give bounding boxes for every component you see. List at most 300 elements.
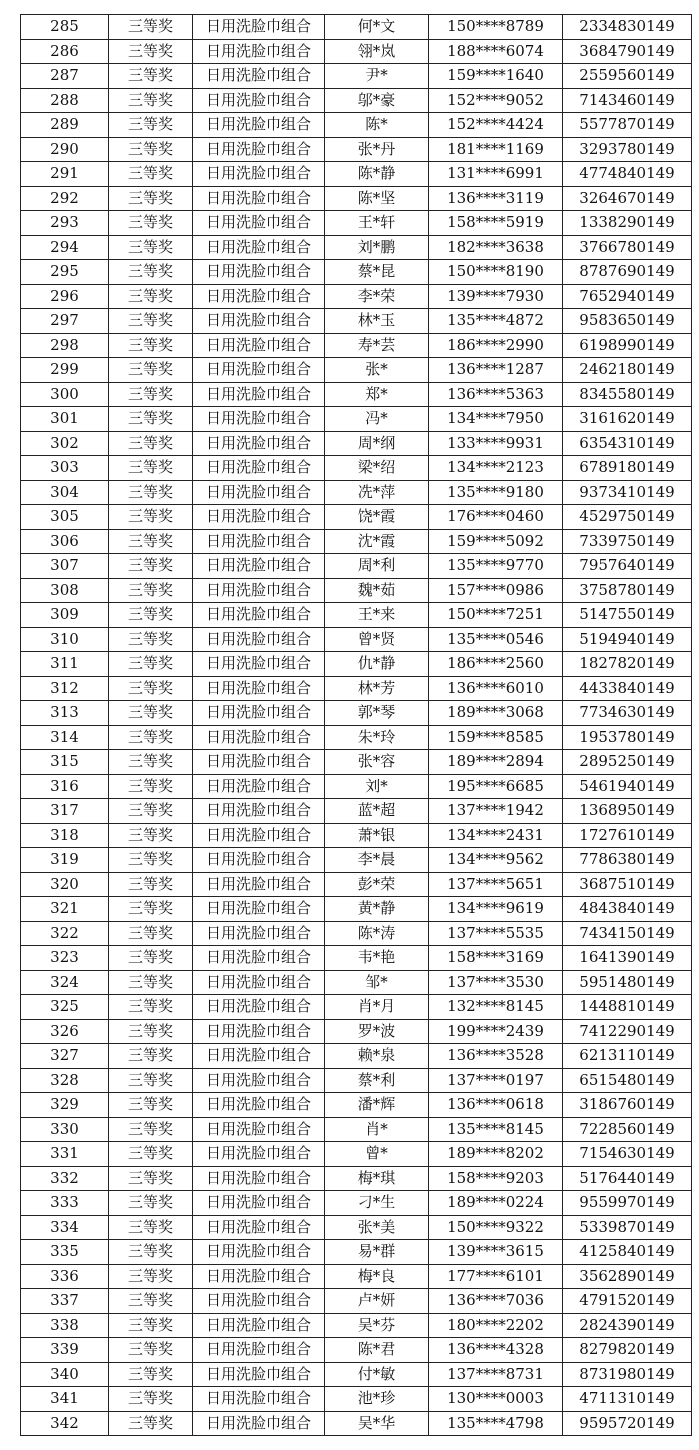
table-row [21,1240,692,1265]
order-id-cell: 8787690149 [563,260,692,285]
row-number-cell: 329 [21,1093,109,1118]
prize-level-cell: 三等奖 [109,113,193,138]
order-id-cell: 1368950149 [563,799,692,824]
table-row [21,701,692,726]
row-number-cell: 287 [21,64,109,89]
table-row [21,15,692,40]
prize-name-cell: 日用洗脸巾组合 [193,1387,325,1412]
table-row [21,750,692,775]
prize-name-cell: 日用洗脸巾组合 [193,774,325,799]
prize-name-cell: 日用洗脸巾组合 [193,309,325,334]
row-number-cell: 305 [21,505,109,530]
order-id-cell: 5577870149 [563,113,692,138]
prize-level-cell: 三等奖 [109,88,193,113]
prize-name-cell: 日用洗脸巾组合 [193,1240,325,1265]
prize-level-cell: 三等奖 [109,897,193,922]
table-row [21,309,692,334]
prize-name-cell: 日用洗脸巾组合 [193,39,325,64]
winner-name-cell: 吴*华 [325,1411,429,1436]
prize-name-cell: 日用洗脸巾组合 [193,1289,325,1314]
phone-cell: 159****8585 [429,725,563,750]
phone-cell: 136****7036 [429,1289,563,1314]
row-number-cell: 323 [21,946,109,971]
row-number-cell: 325 [21,995,109,1020]
winner-name-cell: 陈*涛 [325,921,429,946]
prize-name-cell: 日用洗脸巾组合 [193,1019,325,1044]
prize-level-cell: 三等奖 [109,1019,193,1044]
prize-level-cell: 三等奖 [109,1044,193,1069]
winner-name-cell: 王*来 [325,603,429,628]
prize-name-cell: 日用洗脸巾组合 [193,1044,325,1069]
winner-name-cell: 陈* [325,113,429,138]
table-row [21,1068,692,1093]
order-id-cell: 1448810149 [563,995,692,1020]
phone-cell: 137****0197 [429,1068,563,1093]
table-row [21,260,692,285]
row-number-cell: 322 [21,921,109,946]
winner-name-cell: 曾*贤 [325,627,429,652]
row-number-cell: 332 [21,1166,109,1191]
prize-level-cell: 三等奖 [109,407,193,432]
prize-name-cell: 日用洗脸巾组合 [193,505,325,530]
phone-cell: 130****0003 [429,1387,563,1412]
row-number-cell: 331 [21,1142,109,1167]
row-number-cell: 302 [21,431,109,456]
winner-name-cell: 周*利 [325,554,429,579]
order-id-cell: 7734630149 [563,701,692,726]
prize-level-cell: 三等奖 [109,1166,193,1191]
phone-cell: 134****9619 [429,897,563,922]
table-row [21,88,692,113]
prize-name-cell: 日用洗脸巾组合 [193,64,325,89]
phone-cell: 199****2439 [429,1019,563,1044]
table-row [21,1362,692,1387]
table-row [21,1093,692,1118]
table-row [21,235,692,260]
row-number-cell: 314 [21,725,109,750]
order-id-cell: 3161620149 [563,407,692,432]
prize-level-cell: 三等奖 [109,725,193,750]
table-row [21,970,692,995]
prize-name-cell: 日用洗脸巾组合 [193,1191,325,1216]
phone-cell: 132****8145 [429,995,563,1020]
row-number-cell: 297 [21,309,109,334]
prize-level-cell: 三等奖 [109,137,193,162]
prize-level-cell: 三等奖 [109,872,193,897]
table-row [21,480,692,505]
phone-cell: 181****1169 [429,137,563,162]
row-number-cell: 289 [21,113,109,138]
row-number-cell: 342 [21,1411,109,1436]
row-number-cell: 327 [21,1044,109,1069]
phone-cell: 131****6991 [429,162,563,187]
phone-cell: 158****3169 [429,946,563,971]
order-id-cell: 1727610149 [563,823,692,848]
table-row [21,897,692,922]
order-id-cell: 1953780149 [563,725,692,750]
row-number-cell: 340 [21,1362,109,1387]
prize-name-cell: 日用洗脸巾组合 [193,137,325,162]
prize-name-cell: 日用洗脸巾组合 [193,1166,325,1191]
prize-name-cell: 日用洗脸巾组合 [193,554,325,579]
winner-name-cell: 陈*静 [325,162,429,187]
prize-level-cell: 三等奖 [109,431,193,456]
row-number-cell: 294 [21,235,109,260]
order-id-cell: 4711310149 [563,1387,692,1412]
phone-cell: 135****4798 [429,1411,563,1436]
phone-cell: 195****6685 [429,774,563,799]
order-id-cell: 4774840149 [563,162,692,187]
row-number-cell: 295 [21,260,109,285]
prize-name-cell: 日用洗脸巾组合 [193,652,325,677]
prize-name-cell: 日用洗脸巾组合 [193,260,325,285]
row-number-cell: 319 [21,848,109,873]
prize-level-cell: 三等奖 [109,848,193,873]
table-row [21,162,692,187]
phone-cell: 186****2990 [429,333,563,358]
phone-cell: 182****3638 [429,235,563,260]
table-row [21,1313,692,1338]
order-id-cell: 5339870149 [563,1215,692,1240]
prize-name-cell: 日用洗脸巾组合 [193,333,325,358]
prize-name-cell: 日用洗脸巾组合 [193,701,325,726]
phone-cell: 150****9322 [429,1215,563,1240]
phone-cell: 136****4328 [429,1338,563,1363]
order-id-cell: 4843840149 [563,897,692,922]
winner-name-cell: 张* [325,358,429,383]
order-id-cell: 6213110149 [563,1044,692,1069]
phone-cell: 180****2202 [429,1313,563,1338]
phone-cell: 159****5092 [429,529,563,554]
order-id-cell: 2334830149 [563,15,692,40]
phone-cell: 176****0460 [429,505,563,530]
prize-level-cell: 三等奖 [109,627,193,652]
prize-name-cell: 日用洗脸巾组合 [193,823,325,848]
prize-name-cell: 日用洗脸巾组合 [193,480,325,505]
order-id-cell: 7434150149 [563,921,692,946]
phone-cell: 139****3615 [429,1240,563,1265]
table-row [21,1019,692,1044]
phone-cell: 135****9180 [429,480,563,505]
prize-level-cell: 三等奖 [109,970,193,995]
prize-name-cell: 日用洗脸巾组合 [193,603,325,628]
row-number-cell: 310 [21,627,109,652]
winner-name-cell: 沈*霞 [325,529,429,554]
prize-level-cell: 三等奖 [109,1142,193,1167]
phone-cell: 137****1942 [429,799,563,824]
prize-name-cell: 日用洗脸巾组合 [193,1142,325,1167]
prize-level-cell: 三等奖 [109,260,193,285]
prize-name-cell: 日用洗脸巾组合 [193,113,325,138]
order-id-cell: 8279820149 [563,1338,692,1363]
prize-level-cell: 三等奖 [109,382,193,407]
prize-level-cell: 三等奖 [109,750,193,775]
table-row [21,848,692,873]
table-row [21,186,692,211]
order-id-cell: 9373410149 [563,480,692,505]
table-row [21,1044,692,1069]
row-number-cell: 338 [21,1313,109,1338]
order-id-cell: 6515480149 [563,1068,692,1093]
prize-level-cell: 三等奖 [109,603,193,628]
winner-name-cell: 李*荣 [325,284,429,309]
prize-level-cell: 三等奖 [109,823,193,848]
order-id-cell: 6354310149 [563,431,692,456]
row-number-cell: 333 [21,1191,109,1216]
winner-name-cell: 赖*泉 [325,1044,429,1069]
winner-name-cell: 饶*霞 [325,505,429,530]
row-number-cell: 307 [21,554,109,579]
row-number-cell: 306 [21,529,109,554]
row-number-cell: 312 [21,676,109,701]
table-row [21,1142,692,1167]
row-number-cell: 288 [21,88,109,113]
winner-name-cell: 郑* [325,382,429,407]
row-number-cell: 336 [21,1264,109,1289]
order-id-cell: 5147550149 [563,603,692,628]
winner-name-cell: 冼*萍 [325,480,429,505]
phone-cell: 134****2431 [429,823,563,848]
prize-name-cell: 日用洗脸巾组合 [193,88,325,113]
winner-name-cell: 黄*静 [325,897,429,922]
prize-name-cell: 日用洗脸巾组合 [193,848,325,873]
order-id-cell: 8731980149 [563,1362,692,1387]
table-row [21,1338,692,1363]
prize-level-cell: 三等奖 [109,946,193,971]
table-row [21,431,692,456]
winner-name-cell: 卢*妍 [325,1289,429,1314]
order-id-cell: 2462180149 [563,358,692,383]
row-number-cell: 309 [21,603,109,628]
prize-level-cell: 三等奖 [109,1093,193,1118]
phone-cell: 137****5651 [429,872,563,897]
prize-level-cell: 三等奖 [109,1289,193,1314]
prize-name-cell: 日用洗脸巾组合 [193,235,325,260]
order-id-cell: 1338290149 [563,211,692,236]
row-number-cell: 320 [21,872,109,897]
order-id-cell: 1827820149 [563,652,692,677]
winner-name-cell: 尹* [325,64,429,89]
prize-level-cell: 三等奖 [109,676,193,701]
winner-name-cell: 蔡*昆 [325,260,429,285]
table-row [21,995,692,1020]
phone-cell: 135****4872 [429,309,563,334]
prize-name-cell: 日用洗脸巾组合 [193,725,325,750]
winners-table [20,14,692,1436]
row-number-cell: 335 [21,1240,109,1265]
winner-name-cell: 翎*岚 [325,39,429,64]
prize-name-cell: 日用洗脸巾组合 [193,211,325,236]
table-row [21,1289,692,1314]
row-number-cell: 334 [21,1215,109,1240]
phone-cell: 158****9203 [429,1166,563,1191]
order-id-cell: 2559560149 [563,64,692,89]
winner-name-cell: 吴*芬 [325,1313,429,1338]
winner-name-cell: 郭*琴 [325,701,429,726]
prize-name-cell: 日用洗脸巾组合 [193,676,325,701]
prize-level-cell: 三等奖 [109,774,193,799]
winner-name-cell: 曾* [325,1142,429,1167]
phone-cell: 136****3528 [429,1044,563,1069]
order-id-cell: 4125840149 [563,1240,692,1265]
prize-level-cell: 三等奖 [109,1411,193,1436]
winner-name-cell: 付*敏 [325,1362,429,1387]
prize-level-cell: 三等奖 [109,1338,193,1363]
phone-cell: 152****9052 [429,88,563,113]
phone-cell: 139****7930 [429,284,563,309]
prize-level-cell: 三等奖 [109,1191,193,1216]
table-row [21,358,692,383]
winner-name-cell: 李*晨 [325,848,429,873]
row-number-cell: 293 [21,211,109,236]
phone-cell: 189****3068 [429,701,563,726]
row-number-cell: 339 [21,1338,109,1363]
row-number-cell: 321 [21,897,109,922]
phone-cell: 177****6101 [429,1264,563,1289]
phone-cell: 136****0618 [429,1093,563,1118]
winner-name-cell: 张*容 [325,750,429,775]
phone-cell: 159****1640 [429,64,563,89]
order-id-cell: 5194940149 [563,627,692,652]
prize-level-cell: 三等奖 [109,1313,193,1338]
winner-name-cell: 刘*鹏 [325,235,429,260]
prize-name-cell: 日用洗脸巾组合 [193,1117,325,1142]
order-id-cell: 7143460149 [563,88,692,113]
row-number-cell: 298 [21,333,109,358]
prize-level-cell: 三等奖 [109,1362,193,1387]
order-id-cell: 5176440149 [563,1166,692,1191]
table-row [21,603,692,628]
winners-table-body [21,15,692,1436]
prize-level-cell: 三等奖 [109,1387,193,1412]
prize-name-cell: 日用洗脸巾组合 [193,358,325,383]
winner-name-cell: 朱*玲 [325,725,429,750]
winner-name-cell: 梁*绍 [325,456,429,481]
row-number-cell: 326 [21,1019,109,1044]
row-number-cell: 317 [21,799,109,824]
prize-name-cell: 日用洗脸巾组合 [193,946,325,971]
row-number-cell: 318 [21,823,109,848]
table-row [21,64,692,89]
order-id-cell: 6198990149 [563,333,692,358]
table-row [21,652,692,677]
prize-level-cell: 三等奖 [109,186,193,211]
row-number-cell: 315 [21,750,109,775]
row-number-cell: 291 [21,162,109,187]
phone-cell: 136****5363 [429,382,563,407]
prize-level-cell: 三等奖 [109,995,193,1020]
phone-cell: 136****6010 [429,676,563,701]
order-id-cell: 3264670149 [563,186,692,211]
winner-name-cell: 刁*生 [325,1191,429,1216]
prize-level-cell: 三等奖 [109,529,193,554]
table-row [21,823,692,848]
winner-name-cell: 池*珍 [325,1387,429,1412]
prize-name-cell: 日用洗脸巾组合 [193,995,325,1020]
prize-level-cell: 三等奖 [109,505,193,530]
table-row [21,1264,692,1289]
row-number-cell: 303 [21,456,109,481]
prize-name-cell: 日用洗脸巾组合 [193,529,325,554]
row-number-cell: 285 [21,15,109,40]
winner-name-cell: 仇*静 [325,652,429,677]
row-number-cell: 290 [21,137,109,162]
winner-name-cell: 梅*良 [325,1264,429,1289]
prize-name-cell: 日用洗脸巾组合 [193,382,325,407]
row-number-cell: 304 [21,480,109,505]
order-id-cell: 4433840149 [563,676,692,701]
phone-cell: 135****8145 [429,1117,563,1142]
order-id-cell: 7339750149 [563,529,692,554]
row-number-cell: 301 [21,407,109,432]
prize-name-cell: 日用洗脸巾组合 [193,284,325,309]
prize-name-cell: 日用洗脸巾组合 [193,1264,325,1289]
winner-name-cell: 林*芳 [325,676,429,701]
phone-cell: 150****7251 [429,603,563,628]
prize-name-cell: 日用洗脸巾组合 [193,627,325,652]
winner-name-cell: 寿*芸 [325,333,429,358]
table-row [21,39,692,64]
order-id-cell: 3766780149 [563,235,692,260]
winner-name-cell: 陈*君 [325,1338,429,1363]
row-number-cell: 308 [21,578,109,603]
table-row [21,529,692,554]
prize-name-cell: 日用洗脸巾组合 [193,1313,325,1338]
phone-cell: 137****5535 [429,921,563,946]
prize-level-cell: 三等奖 [109,1215,193,1240]
prize-name-cell: 日用洗脸巾组合 [193,15,325,40]
winner-name-cell: 易*群 [325,1240,429,1265]
order-id-cell: 9595720149 [563,1411,692,1436]
row-number-cell: 292 [21,186,109,211]
prize-level-cell: 三等奖 [109,358,193,383]
winner-name-cell: 王*轩 [325,211,429,236]
prize-name-cell: 日用洗脸巾组合 [193,1215,325,1240]
phone-cell: 137****8731 [429,1362,563,1387]
prize-level-cell: 三等奖 [109,701,193,726]
phone-cell: 136****3119 [429,186,563,211]
table-row [21,137,692,162]
phone-cell: 150****8190 [429,260,563,285]
prize-name-cell: 日用洗脸巾组合 [193,578,325,603]
prize-name-cell: 日用洗脸巾组合 [193,407,325,432]
phone-cell: 152****4424 [429,113,563,138]
prize-name-cell: 日用洗脸巾组合 [193,162,325,187]
prize-level-cell: 三等奖 [109,284,193,309]
order-id-cell: 5461940149 [563,774,692,799]
row-number-cell: 300 [21,382,109,407]
winner-name-cell: 何*文 [325,15,429,40]
table-row [21,921,692,946]
prize-name-cell: 日用洗脸巾组合 [193,456,325,481]
prize-name-cell: 日用洗脸巾组合 [193,970,325,995]
order-id-cell: 6789180149 [563,456,692,481]
prize-name-cell: 日用洗脸巾组合 [193,1362,325,1387]
row-number-cell: 328 [21,1068,109,1093]
prize-name-cell: 日用洗脸巾组合 [193,872,325,897]
prize-name-cell: 日用洗脸巾组合 [193,799,325,824]
prize-level-cell: 三等奖 [109,1117,193,1142]
winner-name-cell: 邹* [325,970,429,995]
table-row [21,946,692,971]
prize-level-cell: 三等奖 [109,554,193,579]
table-row [21,676,692,701]
winner-name-cell: 罗*波 [325,1019,429,1044]
order-id-cell: 3562890149 [563,1264,692,1289]
order-id-cell: 7154630149 [563,1142,692,1167]
prize-name-cell: 日用洗脸巾组合 [193,431,325,456]
winner-name-cell: 萧*银 [325,823,429,848]
